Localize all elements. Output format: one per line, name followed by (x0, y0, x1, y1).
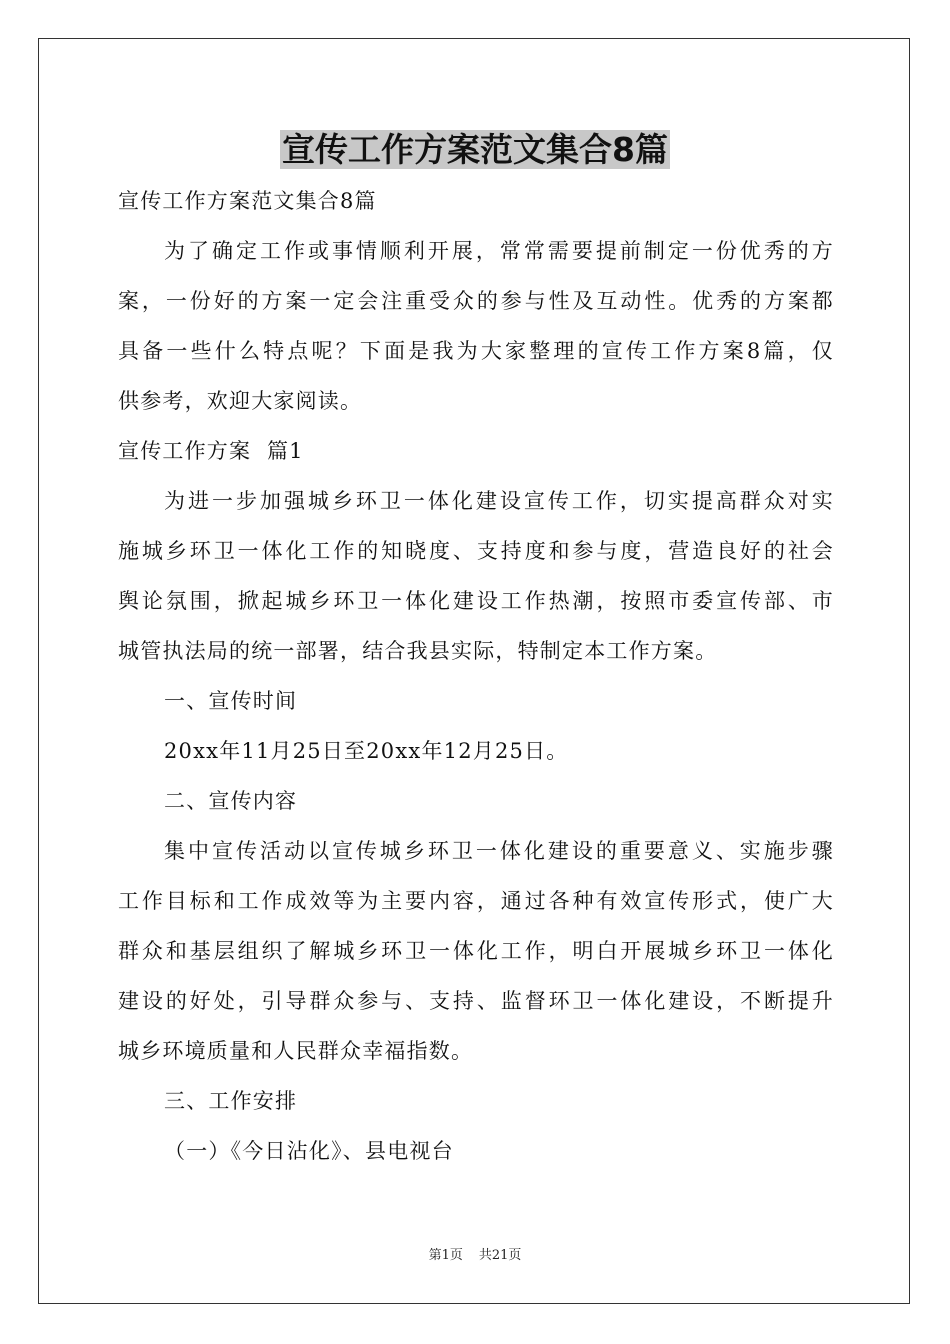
item3-heading: 三、工作安排 (164, 1089, 298, 1113)
text-line: 为了确定工作或事情顺利开展，常常需要提前制定一份优秀的方 (164, 239, 834, 263)
item3-subheading: （一）《今日沾化》、县电视台 (164, 1139, 454, 1163)
item2-paragraph (118, 826, 834, 1076)
subtitle: 宣传工作方案范文集合8篇 (118, 189, 377, 213)
text-line: 供参考，欢迎大家阅读。 (118, 389, 363, 413)
document-title (0, 124, 950, 176)
section1-paragraph (118, 476, 834, 676)
text-line: 案，一份好的方案一定会注重受众的参与性及互动性。优秀的方案都 (118, 289, 834, 313)
intro-paragraph (118, 226, 834, 426)
item1-text: 20xx年11月25日至20xx年12月25日。 (164, 739, 569, 763)
page-footer (0, 1246, 950, 1266)
text-line: 施城乡环卫一体化工作的知晓度、支持度和参与度，营造良好的社会 (118, 539, 834, 563)
text-line: 为进一步加强城乡环卫一体化建设宣传工作，切实提高群众对实 (164, 489, 834, 513)
document-title-text: 宣传工作方案范文集合8篇 (282, 130, 668, 169)
text-line: 舆论氛围，掀起城乡环卫一体化建设工作热潮，按照市委宣传部、市 (118, 589, 834, 613)
text-line: 城乡环境质量和人民群众幸福指数。 (118, 1039, 474, 1063)
text-line: 工作目标和工作成效等为主要内容，通过各种有效宣传形式，使广大 (118, 889, 834, 913)
page-total: 共21页 (478, 1248, 522, 1263)
text-line: 建设的好处，引导群众参与、支持、监督环卫一体化建设，不断提升 (118, 989, 834, 1013)
text-line: 具备一些什么特点呢？下面是我为大家整理的宣传工作方案8篇，仅 (118, 339, 834, 363)
section-heading: 宣传工作方案 篇1 (118, 439, 304, 463)
text-line: 集中宣传活动以宣传城乡环卫一体化建设的重要意义、实施步骤 (164, 839, 834, 863)
item1-heading: 一、宣传时间 (164, 689, 298, 713)
text-line: 城管执法局的统一部署，结合我县实际，特制定本工作方案。 (118, 639, 718, 663)
item2-heading: 二、宣传内容 (164, 789, 298, 813)
document-body (118, 176, 834, 1176)
text-line: 群众和基层组织了解城乡环卫一体化工作，明白开展城乡环卫一体化 (118, 939, 834, 963)
page-number: 第1页 (428, 1248, 463, 1263)
